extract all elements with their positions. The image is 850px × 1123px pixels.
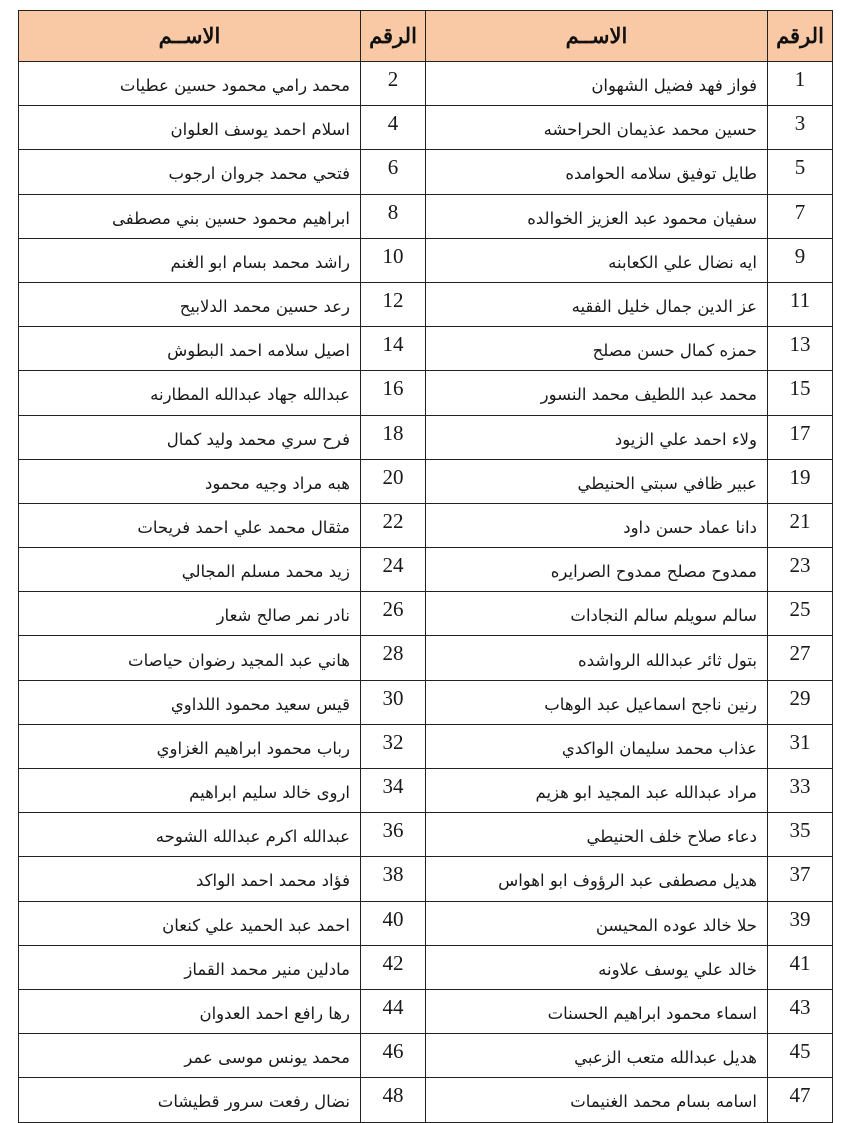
row-number-right: 13 bbox=[768, 327, 833, 371]
row-number-right: 31 bbox=[768, 724, 833, 768]
table-row bbox=[19, 62, 833, 106]
row-number-left: 36 bbox=[361, 813, 426, 857]
student-name-right: محمد عبد اللطيف محمد النسور bbox=[426, 371, 768, 415]
table-row bbox=[19, 548, 833, 592]
student-name-right: ممدوح مصلح ممدوح الصرايره bbox=[426, 548, 768, 592]
row-number-right: 11 bbox=[768, 282, 833, 326]
row-number-right: 19 bbox=[768, 459, 833, 503]
row-number-right: 3 bbox=[768, 106, 833, 150]
student-name-right: حمزه كمال حسن مصلح bbox=[426, 327, 768, 371]
row-number-right: 25 bbox=[768, 592, 833, 636]
table-row bbox=[19, 724, 833, 768]
table-row bbox=[19, 901, 833, 945]
student-name-right: رنين ناجح اسماعيل عبد الوهاب bbox=[426, 680, 768, 724]
row-number-right: 17 bbox=[768, 415, 833, 459]
row-number-right: 41 bbox=[768, 945, 833, 989]
student-name-right: سفيان محمود عبد العزيز الخوالده bbox=[426, 194, 768, 238]
row-number-right: 15 bbox=[768, 371, 833, 415]
student-name-right: دعاء صلاح خلف الحنيطي bbox=[426, 813, 768, 857]
row-number-left: 44 bbox=[361, 989, 426, 1033]
row-number-left: 12 bbox=[361, 282, 426, 326]
table-row bbox=[19, 194, 833, 238]
table-row bbox=[19, 592, 833, 636]
student-name-left: فرح سري محمد وليد كمال bbox=[19, 415, 361, 459]
student-name-left: مثقال محمد علي احمد فريحات bbox=[19, 503, 361, 547]
table-row bbox=[19, 857, 833, 901]
student-name-right: عبير ظافي سبتي الحنيطي bbox=[426, 459, 768, 503]
student-name-left: قيس سعيد محمود اللداوي bbox=[19, 680, 361, 724]
row-number-left: 40 bbox=[361, 901, 426, 945]
row-number-right: 9 bbox=[768, 238, 833, 282]
student-name-left: مادلين منير محمد القماز bbox=[19, 945, 361, 989]
row-number-left: 34 bbox=[361, 769, 426, 813]
row-number-right: 47 bbox=[768, 1078, 833, 1122]
student-name-right: هديل مصطفى عبد الرؤوف ابو اهواس bbox=[426, 857, 768, 901]
table-row bbox=[19, 459, 833, 503]
student-name-right: ولاء احمد علي الزيود bbox=[426, 415, 768, 459]
row-number-left: 20 bbox=[361, 459, 426, 503]
student-name-left: محمد رامي محمود حسين عطيات bbox=[19, 62, 361, 106]
student-name-left: زيد محمد مسلم المجالي bbox=[19, 548, 361, 592]
table-row bbox=[19, 680, 833, 724]
row-number-left: 32 bbox=[361, 724, 426, 768]
row-number-right: 21 bbox=[768, 503, 833, 547]
row-number-left: 38 bbox=[361, 857, 426, 901]
table-row bbox=[19, 1078, 833, 1122]
student-name-left: اصيل سلامه احمد البطوش bbox=[19, 327, 361, 371]
student-name-right: خالد علي يوسف علاونه bbox=[426, 945, 768, 989]
row-number-left: 48 bbox=[361, 1078, 426, 1122]
row-number-right: 23 bbox=[768, 548, 833, 592]
student-name-left: رها رافع احمد العدوان bbox=[19, 989, 361, 1033]
student-name-right: اسامه بسام محمد الغنيمات bbox=[426, 1078, 768, 1122]
header-name-right: الاســم bbox=[426, 11, 768, 62]
row-number-left: 30 bbox=[361, 680, 426, 724]
student-name-left: فؤاد محمد احمد الواكد bbox=[19, 857, 361, 901]
row-number-left: 18 bbox=[361, 415, 426, 459]
row-number-right: 35 bbox=[768, 813, 833, 857]
row-number-right: 33 bbox=[768, 769, 833, 813]
table-row bbox=[19, 813, 833, 857]
student-name-right: بتول ثائر عبدالله الرواشده bbox=[426, 636, 768, 680]
student-name-right: حسين محمد عذيمان الحراحشه bbox=[426, 106, 768, 150]
student-roster-table bbox=[18, 10, 833, 1123]
student-name-right: حلا خالد عوده المحيسن bbox=[426, 901, 768, 945]
table-row bbox=[19, 1034, 833, 1078]
row-number-right: 37 bbox=[768, 857, 833, 901]
student-name-left: نضال رفعت سرور قطيشات bbox=[19, 1078, 361, 1122]
student-name-left: رعد حسين محمد الدلابيح bbox=[19, 282, 361, 326]
student-name-left: اروى خالد سليم ابراهيم bbox=[19, 769, 361, 813]
student-name-left: هاني عبد المجيد رضوان حياصات bbox=[19, 636, 361, 680]
table-row bbox=[19, 415, 833, 459]
table-row bbox=[19, 282, 833, 326]
student-name-left: اسلام احمد يوسف العلوان bbox=[19, 106, 361, 150]
row-number-left: 28 bbox=[361, 636, 426, 680]
student-name-right: دانا عماد حسن داود bbox=[426, 503, 768, 547]
student-name-left: فتحي محمد جروان ارجوب bbox=[19, 150, 361, 194]
student-name-left: هبه مراد وجيه محمود bbox=[19, 459, 361, 503]
row-number-left: 46 bbox=[361, 1034, 426, 1078]
student-name-right: اسماء محمود ابراهيم الحسنات bbox=[426, 989, 768, 1033]
row-number-left: 4 bbox=[361, 106, 426, 150]
row-number-right: 27 bbox=[768, 636, 833, 680]
student-name-left: احمد عبد الحميد علي كنعان bbox=[19, 901, 361, 945]
row-number-left: 8 bbox=[361, 194, 426, 238]
header-number-left: الرقم bbox=[361, 11, 426, 62]
table-header-row bbox=[19, 11, 833, 62]
table-row bbox=[19, 769, 833, 813]
table-body bbox=[19, 62, 833, 1123]
table-row bbox=[19, 327, 833, 371]
student-name-right: سالم سويلم سالم النجادات bbox=[426, 592, 768, 636]
table-row bbox=[19, 503, 833, 547]
row-number-right: 29 bbox=[768, 680, 833, 724]
row-number-right: 1 bbox=[768, 62, 833, 106]
name-roster-page bbox=[18, 10, 832, 1123]
row-number-left: 14 bbox=[361, 327, 426, 371]
row-number-right: 45 bbox=[768, 1034, 833, 1078]
row-number-left: 26 bbox=[361, 592, 426, 636]
row-number-left: 6 bbox=[361, 150, 426, 194]
student-name-right: فواز فهد فضيل الشهوان bbox=[426, 62, 768, 106]
student-name-left: راشد محمد بسام ابو الغنم bbox=[19, 238, 361, 282]
student-name-right: مراد عبدالله عبد المجيد ابو هزيم bbox=[426, 769, 768, 813]
row-number-right: 7 bbox=[768, 194, 833, 238]
student-name-left: رباب محمود ابراهيم الغزاوي bbox=[19, 724, 361, 768]
table-row bbox=[19, 106, 833, 150]
table-row bbox=[19, 150, 833, 194]
student-name-right: عذاب محمد سليمان الواكدي bbox=[426, 724, 768, 768]
row-number-right: 43 bbox=[768, 989, 833, 1033]
header-name-left: الاســم bbox=[19, 11, 361, 62]
student-name-left: نادر نمر صالح شعار bbox=[19, 592, 361, 636]
student-name-right: عز الدين جمال خليل الفقيه bbox=[426, 282, 768, 326]
row-number-left: 24 bbox=[361, 548, 426, 592]
row-number-left: 10 bbox=[361, 238, 426, 282]
header-number-right: الرقم bbox=[768, 11, 833, 62]
table-row bbox=[19, 945, 833, 989]
row-number-left: 22 bbox=[361, 503, 426, 547]
table-row bbox=[19, 371, 833, 415]
student-name-left: محمد يونس موسى عمر bbox=[19, 1034, 361, 1078]
student-name-left: عبدالله اكرم عبدالله الشوحه bbox=[19, 813, 361, 857]
table-row bbox=[19, 238, 833, 282]
student-name-right: طايل توفيق سلامه الحوامده bbox=[426, 150, 768, 194]
row-number-right: 5 bbox=[768, 150, 833, 194]
student-name-left: عبدالله جهاد عبدالله المطارنه bbox=[19, 371, 361, 415]
table-row bbox=[19, 989, 833, 1033]
row-number-left: 2 bbox=[361, 62, 426, 106]
student-name-right: هديل عبدالله متعب الزعبي bbox=[426, 1034, 768, 1078]
student-name-left: ابراهيم محمود حسين بني مصطفى bbox=[19, 194, 361, 238]
table-row bbox=[19, 636, 833, 680]
row-number-right: 39 bbox=[768, 901, 833, 945]
row-number-left: 42 bbox=[361, 945, 426, 989]
student-name-right: ايه نضال علي الكعابنه bbox=[426, 238, 768, 282]
row-number-left: 16 bbox=[361, 371, 426, 415]
